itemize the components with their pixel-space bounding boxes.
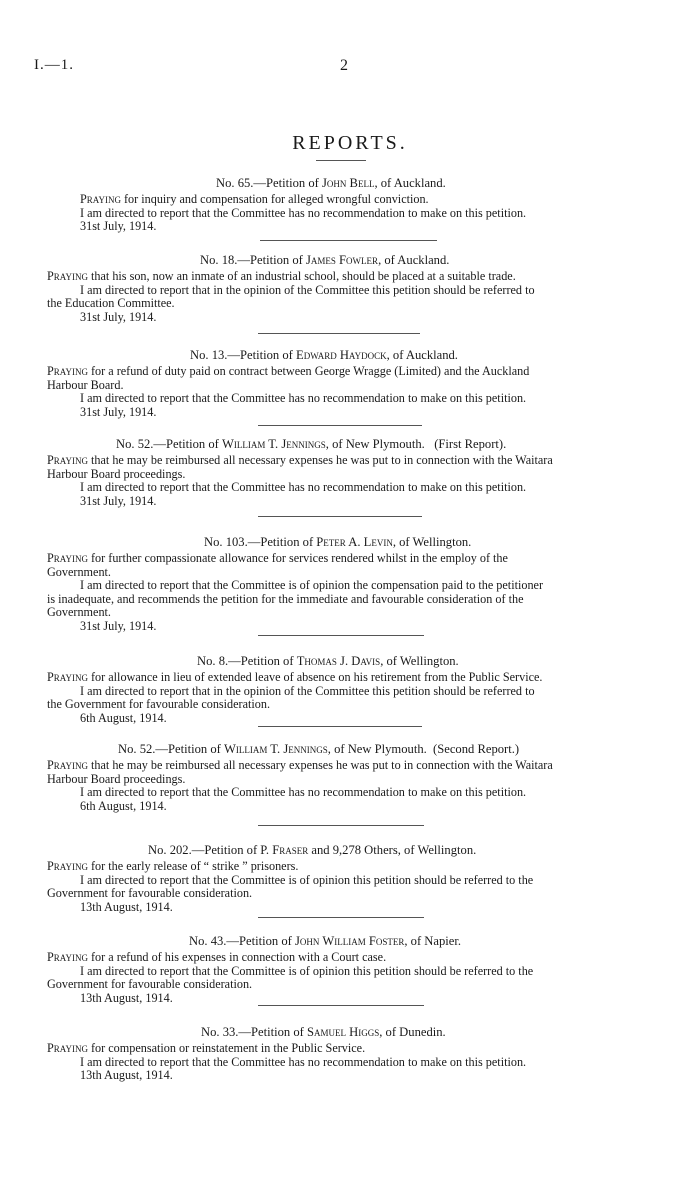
line-text: 6th August, 1914. [80, 798, 167, 813]
line-text: 13th August, 1914. [80, 990, 173, 1005]
praying-label: Praying [47, 269, 88, 283]
praying-label: Praying [47, 758, 88, 772]
report-line [0, 965, 700, 979]
report-line [0, 220, 700, 234]
petition-title [0, 742, 700, 757]
report-line [0, 207, 700, 221]
line-text: for further compassionate allowance for services rendered whilst in the employ of the [87, 551, 508, 565]
praying-line [0, 759, 700, 773]
line-text: that he may be reimbursed all necessary expenses he was put to in connection with the Waitara [87, 453, 553, 467]
title-rule [316, 160, 366, 161]
petitioner-location: , of Dunedin. [379, 1025, 446, 1039]
line-text: 31st July, 1914. [80, 219, 157, 233]
petitioner-name: John William Foster [295, 934, 405, 948]
page-number: 2 [340, 57, 348, 74]
petitioner-name: Edward Haydock [296, 348, 387, 362]
line-text: Government. [47, 564, 111, 579]
report-line [0, 685, 700, 699]
section-rule [260, 240, 437, 241]
praying-line [0, 270, 700, 284]
praying-line [0, 365, 700, 379]
line-text: the Government for favourable consideration. [47, 697, 271, 711]
praying-label: Praying [80, 192, 121, 206]
petition-entry [0, 654, 700, 725]
report-line [0, 712, 700, 726]
praying-line [0, 951, 700, 965]
petition-number: No. 52.—Petition of [116, 437, 222, 451]
report-line [0, 311, 700, 325]
petitioner-location: , of Napier. [404, 934, 462, 948]
report-line [0, 1056, 700, 1070]
report-line [0, 468, 700, 482]
praying-line [0, 454, 700, 468]
petition-number: No. 13.—Petition of [190, 348, 296, 362]
line-text: 31st July, 1914. [80, 404, 157, 419]
praying-line [0, 860, 700, 874]
report-line [0, 978, 700, 992]
line-text: for inquiry and compensation for alleged wrongful conviction. [120, 192, 429, 206]
line-text: the Education Committee. [47, 296, 175, 310]
praying-line [0, 1042, 700, 1056]
petition-number: No. 43.—Petition of [189, 934, 295, 948]
petitioner-name: William T. Jennings [224, 742, 328, 756]
report-line [0, 593, 700, 607]
petition-entry [0, 348, 700, 419]
line-text: 13th August, 1914. [80, 899, 173, 914]
report-line [0, 495, 700, 509]
petition-number: No. 103.—Petition of [204, 535, 317, 549]
petition-entry [0, 1025, 700, 1083]
line-text: for allowance in lieu of extended leave of absence on his retirement from the Public Service. [87, 670, 543, 684]
line-text: is inadequate, and recommends the petition for the immediate and favourable consideration of the [47, 591, 524, 606]
line-text: I am directed to report that in the opinion of the Committee this petition should be referred to [80, 683, 535, 698]
line-text: I am directed to report that the Committee is of opinion this petition should be referred to the [80, 963, 534, 978]
line-text: Government for favourable consideration. [47, 886, 253, 900]
report-line [0, 379, 700, 393]
page-title: REPORTS. [292, 132, 408, 154]
line-text: 31st July, 1914. [80, 309, 157, 324]
petition-entry [0, 742, 700, 813]
praying-line [0, 552, 700, 566]
line-text: Harbour Board proceedings. [47, 771, 186, 786]
petition-number: No. 202.—Petition of [148, 843, 261, 857]
petition-entry [0, 535, 700, 633]
report-line [0, 606, 700, 620]
line-text: for a refund of his expenses in connection with a Court case. [87, 950, 387, 964]
section-rule [258, 516, 422, 517]
report-line [0, 566, 700, 580]
petition-title [0, 654, 700, 669]
line-text: that his son, now an inmate of an industrial school, should be placed at a suitable trade. [87, 269, 516, 283]
petitioner-location: , of Auckland. [374, 176, 446, 190]
report-line [0, 392, 700, 406]
report-line [0, 481, 700, 495]
petition-title [0, 253, 700, 268]
petition-title [0, 934, 700, 949]
section-rule [258, 1005, 424, 1006]
petitioner-name: James Fowler [306, 253, 379, 267]
report-line [0, 786, 700, 800]
petition-number: No. 65.—Petition of [216, 176, 322, 190]
petition-title [0, 437, 700, 452]
petitioner-name: Peter A. Levin [316, 535, 393, 549]
petitioner-name: William T. Jennings [222, 437, 326, 451]
section-rule [258, 333, 420, 334]
petition-number: No. 8.—Petition of [197, 654, 297, 668]
praying-label: Praying [47, 950, 88, 964]
report-line [0, 284, 700, 298]
line-text: 6th August, 1914. [80, 710, 167, 725]
praying-label: Praying [47, 453, 88, 467]
line-text: 13th August, 1914. [80, 1068, 173, 1082]
report-line [0, 1069, 700, 1083]
report-line [0, 620, 700, 634]
line-text: that he may be reimbursed all necessary expenses he was put to in connection with the Waitara [87, 758, 553, 772]
praying-label: Praying [47, 1041, 88, 1055]
petitioner-name: Thomas J. Davis [296, 654, 381, 668]
report-line [0, 698, 700, 712]
praying-label: Praying [47, 551, 88, 565]
petition-title [0, 843, 700, 858]
petition-entry [0, 176, 700, 234]
report-line [0, 874, 700, 888]
line-text: for the early release of “ strike ” prisoners. [87, 859, 299, 873]
petitioner-location: , of New Plymouth. (Second Report.) [327, 742, 520, 756]
report-line [0, 887, 700, 901]
line-text: 31st July, 1914. [80, 493, 157, 508]
line-text: I am directed to report that the Committee has no recommendation to make on this petition. [80, 1054, 527, 1069]
petitioner-location: , of Wellington. [392, 535, 472, 549]
report-line [0, 800, 700, 814]
line-text: I am directed to report that the Committee is of opinion this petition should be referred to the [80, 872, 534, 887]
petition-entry [0, 253, 700, 324]
line-text: I am directed to report that the Committee has no recommendation to make on this petition. [80, 785, 527, 799]
line-text: Harbour Board. [47, 377, 124, 392]
line-text: 31st July, 1914. [80, 618, 157, 633]
praying-label: Praying [47, 859, 88, 873]
report-line [0, 992, 700, 1006]
petition-number: No. 33.—Petition of [201, 1025, 307, 1039]
section-rule [258, 635, 424, 636]
line-text: I am directed to report that the Committee has no recommendation to make on this petition. [80, 480, 527, 494]
section-rule [258, 917, 424, 918]
petitioner-location: , of New Plymouth. (First Report). [325, 437, 507, 451]
line-text: Harbour Board proceedings. [47, 466, 186, 481]
petitioner-location: and 9,278 Others, of Wellington. [308, 843, 477, 857]
praying-label: Praying [47, 364, 88, 378]
report-line [0, 773, 700, 787]
line-text: Government for favourable consideration. [47, 977, 253, 991]
report-line [0, 297, 700, 311]
petition-number: No. 52.—Petition of [118, 742, 224, 756]
report-line [0, 406, 700, 420]
petition-number: No. 18.—Petition of [200, 253, 306, 267]
petition-title [0, 535, 700, 550]
petition-entry [0, 843, 700, 914]
petitioner-name: Samuel Higgs [307, 1025, 380, 1039]
page-header-code: I.—1. [34, 57, 74, 73]
petition-entry [0, 437, 700, 508]
line-text: for a refund of duty paid on contract between George Wragge (Limited) and the Auckland [87, 364, 530, 378]
section-rule [258, 825, 424, 826]
line-text: Government. [47, 605, 111, 619]
petitioner-location: , of Auckland. [386, 348, 458, 362]
line-text: I am directed to report that the Committee has no recommendation to make on this petition. [80, 205, 527, 220]
petition-entry [0, 934, 700, 1005]
report-line [0, 579, 700, 593]
line-text: I am directed to report that in the opinion of the Committee this petition should be referred to [80, 282, 535, 297]
praying-line [0, 671, 700, 685]
line-text: for compensation or reinstatement in the Public Service. [87, 1041, 366, 1055]
petitioner-location: , of Wellington. [380, 654, 459, 668]
petition-title [0, 348, 700, 363]
petitioner-location: , of Auckland. [378, 253, 450, 267]
report-line [0, 901, 700, 915]
petition-title [0, 176, 700, 191]
line-text: I am directed to report that the Committee has no recommendation to make on this petition. [80, 391, 527, 405]
praying-line [0, 193, 700, 207]
section-rule [258, 425, 422, 426]
petitioner-name: John Bell [322, 176, 375, 190]
line-text: I am directed to report that the Committee is of opinion the compensation paid to the petitioner [80, 578, 544, 592]
petition-title [0, 1025, 700, 1040]
petitioner-name: P. Fraser [260, 843, 309, 857]
section-rule [258, 726, 422, 727]
praying-label: Praying [47, 670, 88, 684]
